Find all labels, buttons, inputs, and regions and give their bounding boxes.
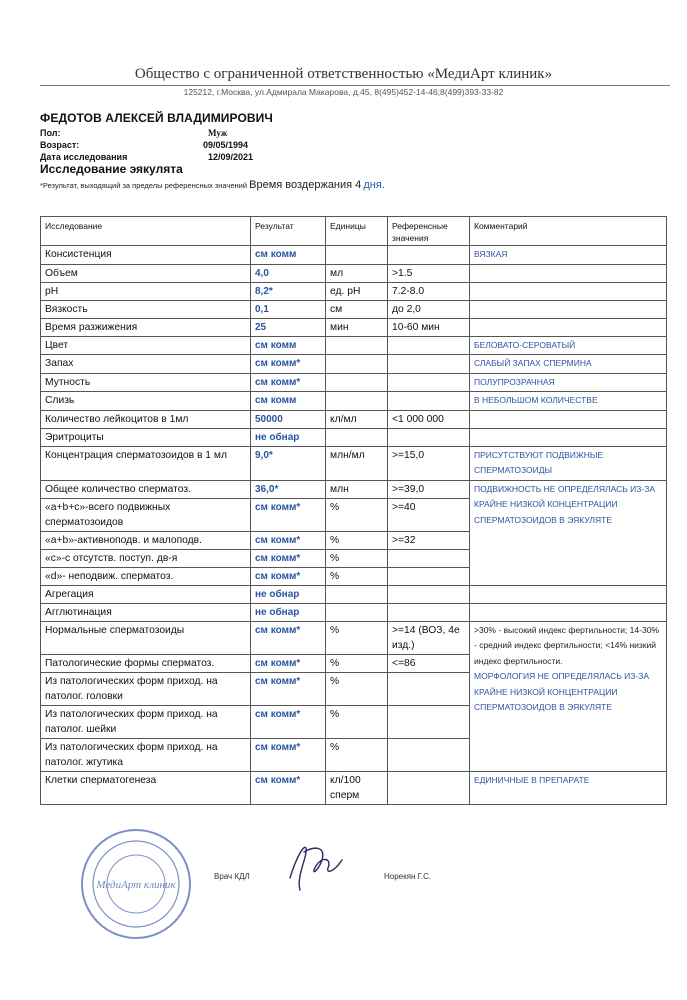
test-name-cell: Консистенция [41,246,251,265]
column-header: Единицы [326,217,388,246]
table-row [41,585,667,603]
result-cell: см комм [251,336,326,355]
result-cell: см комм* [251,672,326,705]
result-cell: не обнар [251,428,326,446]
unit-cell: ед. рН [326,282,388,300]
reference-cell [388,567,470,585]
reference-note [40,179,385,191]
unit-cell [326,336,388,355]
reference-cell [388,549,470,567]
stamp-text: МедиАрт клиник [96,879,176,891]
unit-cell: мин [326,318,388,336]
sex-label: Пол: [40,128,61,138]
table-row [41,771,667,804]
unit-cell: % [326,654,388,672]
unit-cell [326,373,388,392]
result-cell: см комм [251,392,326,411]
comment-cell [470,282,667,300]
unit-cell: % [326,621,388,654]
note-text: *Результат, выходящий за пределы референсных значений [40,181,248,190]
test-name-cell: Из патологических форм приход. на патолог. жгутика [41,738,251,771]
patient-name: ФЕДОТОВ АЛЕКСЕЙ ВЛАДИМИРОВИЧ [40,111,273,125]
test-name-cell: Общее количество сперматоз. [41,480,251,498]
reference-cell: >1.5 [388,264,470,282]
sex-value: Муж [208,128,228,138]
unit-cell [326,246,388,265]
result-cell: см комм* [251,654,326,672]
doctor-signature [282,838,350,896]
result-cell: см комм* [251,531,326,549]
comment-cell [470,603,667,621]
table-row [41,246,667,265]
organization-name: Общество с ограниченной ответственностью «МедиАрт клиник» [134,66,553,82]
result-cell: см комм* [251,567,326,585]
unit-cell: % [326,498,388,531]
test-name-cell: pH [41,282,251,300]
unit-cell: % [326,567,388,585]
reference-cell: до 2,0 [388,300,470,318]
test-name-cell: Концентрация сперматозоидов в 1 мл [41,446,251,480]
reference-cell: <=86 [388,654,470,672]
result-cell: см комм* [251,355,326,374]
reference-cell: 7.2-8.0 [388,282,470,300]
test-name-cell: Патологические формы сперматоз. [41,654,251,672]
unit-cell: млн/мл [326,446,388,480]
test-name-cell: Мутность [41,373,251,392]
test-name-cell: Время разжижения [41,318,251,336]
column-header: Исследование [41,217,251,246]
date-row [40,152,254,162]
reference-cell: <1 000 000 [388,410,470,428]
result-cell: см комм* [251,705,326,738]
reference-cell [388,392,470,411]
test-name-cell: Из патологических форм приход. на патолог. головки [41,672,251,705]
table-row [41,318,667,336]
date-label: Дата исследования [40,152,128,162]
test-name-cell: Слизь [41,392,251,411]
test-name-cell: Объем [41,264,251,282]
comment-cell: ПРИСУТСТВУЮТ ПОДВИЖНЫЕ СПЕРМАТОЗОИДЫ [470,446,667,480]
test-name-cell: Цвет [41,336,251,355]
result-cell: см комм* [251,771,326,804]
result-cell: не обнар [251,585,326,603]
morphology-comment: МОРФОЛОГИЯ НЕ ОПРЕДЕЛЯЛАСЬ ИЗ-ЗА КРАЙНЕ НИЗКОЙ КОНЦЕНТРАЦИИ СПЕРМАТОЗОИДОВ В ЭЯКУЛЯТЕ [474,671,650,712]
table-row [41,282,667,300]
clinic-stamp [80,828,192,940]
result-cell: см комм* [251,621,326,654]
table-row [41,392,667,411]
age-value: 09/05/1994 [203,140,249,150]
date-value: 12/09/2021 [208,152,254,162]
comment-cell: ВЯЗКАЯ [470,246,667,265]
result-cell: см комм* [251,498,326,531]
comment-cell [470,318,667,336]
abstinence-unit: дня. [363,179,385,191]
comment-cell: ПОЛУПРОЗРАЧНАЯ [470,373,667,392]
reference-cell: >=32 [388,531,470,549]
test-name-cell: Нормальные сперматозоиды [41,621,251,654]
reference-cell [388,355,470,374]
reference-cell [388,246,470,265]
organization-address: 125212, г.Москва, ул.Адмирала Макарова, д.45, 8(495)452-14-46;8(499)393-33-82 [183,87,504,97]
abstinence-label: Время воздержания 4 [249,179,362,191]
test-name-cell: «d»- неподвиж. сперматоз. [41,567,251,585]
table-row [41,300,667,318]
result-cell: 4,0 [251,264,326,282]
comment-cell [470,621,667,771]
result-cell: 8,2* [251,282,326,300]
unit-cell: % [326,705,388,738]
table-row [41,603,667,621]
unit-cell [326,603,388,621]
unit-cell [326,355,388,374]
reference-cell [388,672,470,705]
result-cell: не обнар [251,603,326,621]
reference-cell: >=40 [388,498,470,531]
reference-cell: >=15,0 [388,446,470,480]
test-name-cell: Агглютинация [41,603,251,621]
reference-cell: 10-60 мин [388,318,470,336]
study-title: Исследование эякулята [40,162,183,176]
header-divider [40,85,670,86]
table-row [41,373,667,392]
comment-cell [470,585,667,603]
column-header: Референсные значения [388,217,470,246]
unit-cell: % [326,672,388,705]
result-cell: 0,1 [251,300,326,318]
comment-cell: ЕДИНИЧНЫЕ В ПРЕПАРАТЕ [470,771,667,804]
test-name-cell: Эритроциты [41,428,251,446]
table-row [41,446,667,480]
doctor-name: Норекян Г.С. [384,872,432,881]
comment-cell: СЛАБЫЙ ЗАПАХ СПЕРМИНА [470,355,667,374]
table-row [41,480,667,498]
result-cell: см комм* [251,373,326,392]
unit-cell [326,392,388,411]
comment-cell: ПОДВИЖНОСТЬ НЕ ОПРЕДЕЛЯЛАСЬ ИЗ-ЗА КРАЙНЕ НИЗКОЙ КОНЦЕНТРАЦИИ СПЕРМАТОЗОИДОВ В ЭЯКУЛЯТЕ [470,480,667,585]
test-name-cell: Клетки сперматогенеза [41,771,251,804]
table-row [41,336,667,355]
unit-cell: мл [326,264,388,282]
reference-cell [388,428,470,446]
unit-cell: см [326,300,388,318]
comment-cell [470,264,667,282]
table-row [41,410,667,428]
test-name-cell: «a+b+c»-всего подвижных сперматозоидов [41,498,251,531]
sex-row [40,128,228,138]
unit-cell: кл/100 сперм [326,771,388,804]
fertility-index-note: >30% - высокий индекс фертильности; 14-30% - средний индекс фертильности; <14% низкий индекс фертильности. [474,624,659,666]
result-cell: см комм* [251,738,326,771]
column-header: Результат [251,217,326,246]
reference-cell [388,585,470,603]
test-name-cell: «a+b»-активноподв. и малоподв. [41,531,251,549]
age-row [40,140,249,150]
unit-cell [326,585,388,603]
unit-cell: % [326,549,388,567]
reference-cell [388,336,470,355]
unit-cell: % [326,738,388,771]
test-name-cell: «c»-с отсутств. поступ. дв-я [41,549,251,567]
unit-cell: млн [326,480,388,498]
test-name-cell: Вязкость [41,300,251,318]
table-row [41,264,667,282]
doctor-label: Врач КДЛ [214,872,250,881]
comment-cell: БЕЛОВАТО-СЕРОВАТЫЙ [470,336,667,355]
result-cell: 50000 [251,410,326,428]
table-row [41,428,667,446]
reference-cell [388,738,470,771]
column-header: Комментарий [470,217,667,246]
reference-cell [388,603,470,621]
result-cell: см комм [251,246,326,265]
unit-cell: кл/мл [326,410,388,428]
comment-cell: В НЕБОЛЬШОМ КОЛИЧЕСТВЕ [470,392,667,411]
table-row [41,355,667,374]
test-name-cell: Количество лейкоцитов в 1мл [41,410,251,428]
table-header-row [41,217,667,246]
comment-cell [470,410,667,428]
result-cell: 36,0* [251,480,326,498]
result-cell: см комм* [251,549,326,567]
age-label: Возраст: [40,140,80,150]
reference-cell [388,705,470,738]
unit-cell [326,428,388,446]
reference-cell [388,771,470,804]
unit-cell: % [326,531,388,549]
comment-cell [470,428,667,446]
reference-cell: >=39,0 [388,480,470,498]
result-cell: 25 [251,318,326,336]
reference-cell: >=14 (ВОЗ, 4е изд.) [388,621,470,654]
test-name-cell: Запах [41,355,251,374]
test-name-cell: Из патологических форм приход. на патолог. шейки [41,705,251,738]
comment-cell [470,300,667,318]
test-name-cell: Агрегация [41,585,251,603]
reference-cell [388,373,470,392]
table-row [41,621,667,654]
result-cell: 9,0* [251,446,326,480]
results-table [40,216,667,805]
